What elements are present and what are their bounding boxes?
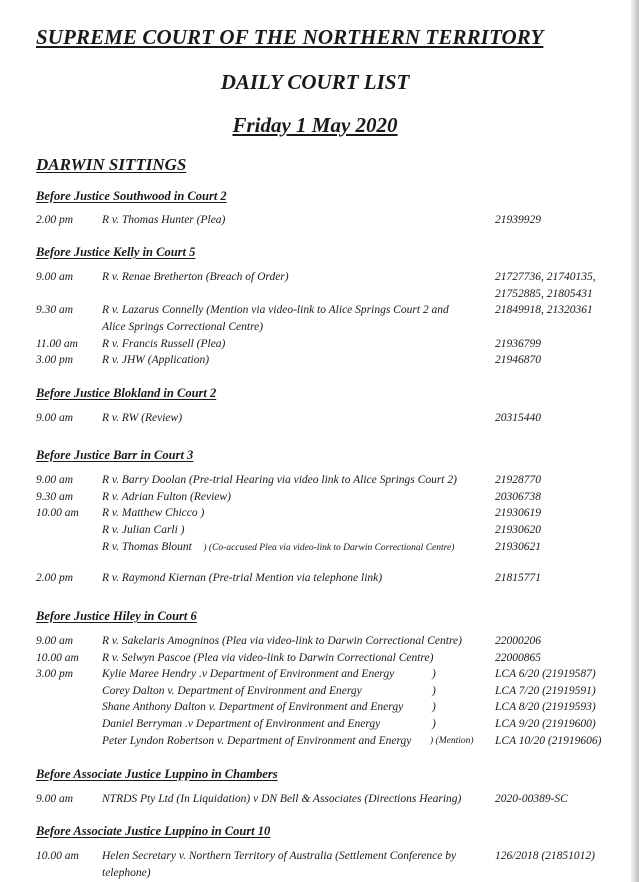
case-title: Corey Dalton v. Department of Environment and Energy [102,685,362,697]
case-time: 9.00 am [36,793,74,805]
case-number: 20315440 [495,412,541,424]
case-title: Shane Anthony Dalton v. Department of Environment and Energy [102,701,404,713]
case-number: 20306738 [495,491,541,503]
joint-bracket: ) [432,668,436,680]
joint-bracket: ) [432,685,436,697]
case-title [102,539,472,556]
case-time: 2.00 pm [36,214,74,226]
case-title: Helen Secretary v. Northern Territory of Australia (Settlement Conference by telephone) [102,850,457,879]
case-number: 21928770 [495,474,541,486]
case-time: 3.00 pm [36,354,74,366]
case-title-text: R v. Thomas Blount [102,541,192,553]
case-number: 126/2018 (21851012) [495,850,595,862]
case-title: R v. Julian Carli ) [102,524,185,536]
case-title: R v. RW (Review) [102,412,183,424]
case-number: LCA 9/20 (21919600) [495,718,596,730]
case-title: Kylie Maree Hendry .v Department of Environment and Energy [102,668,395,680]
case-number: LCA 7/20 (21919591) [495,685,596,697]
case-number: 22000206 [495,635,541,647]
case-number: 21849918, 21320361 [495,304,593,316]
case-title: R v. Barry Doolan (Pre-trial Hearing via video link to Alice Springs Court 2) [102,474,457,486]
case-time: 9.00 am [36,412,74,424]
case-time: 11.00 am [36,338,78,350]
case-time: 9.30 am [36,491,74,503]
case-time: 9.00 am [36,271,74,283]
case-title: Daniel Berryman .v Department of Environment and Energy [102,718,381,730]
case-number: 22000865 [495,652,541,664]
case-time: 10.00 am [36,850,79,862]
joint-bracket: ) [432,701,436,713]
case-title: R v. Thomas Hunter (Plea) [102,214,226,226]
case-time: 10.00 am [36,507,79,519]
case-title: R v. Lazarus Connelly (Mention via video-link to Alice Springs Court 2 and Alice Springs Correctional Centre) [102,304,449,333]
case-number: LCA 10/20 (21919606) [495,735,602,747]
section-heading-kelly: Before Justice Kelly in Court 5 [36,245,196,259]
case-number: 21930621 [495,541,541,553]
case-time: 9.30 am [36,304,74,316]
case-time: 3.00 pm [36,668,74,680]
case-title: Peter Lyndon Robertson v. Department of Environment and Energy [102,735,412,747]
list-date: Friday 1 May 2020 [232,113,398,137]
section-heading-luppino-chambers: Before Associate Justice Luppino in Chambers [36,767,278,781]
case-time: 10.00 am [36,652,79,664]
case-number: LCA 6/20 (21919587) [495,668,596,680]
case-number: 21939929 [495,214,541,226]
case-title: NTRDS Pty Ltd (In Liquidation) v DN Bell & Associates (Directions Hearing) [102,793,462,805]
joint-bracket: ) [432,718,436,730]
case-number: 21727736, 21740135, 21752885, 21805431 [495,271,596,300]
case-time: 9.00 am [36,474,74,486]
case-number: 2020-00389-SC [495,793,568,805]
case-title: R v. Matthew Chicco ) [102,507,205,519]
case-title: R v. Renae Bretherton (Breach of Order) [102,271,289,283]
sittings-heading: DARWIN SITTINGS [36,155,187,174]
mention-note: ) (Mention) [430,736,474,746]
case-number: 21946870 [495,354,541,366]
case-title: R v. Sakelaris Amogninos (Plea via video-link to Darwin Correctional Centre) [102,635,462,647]
case-number: 21815771 [495,572,541,584]
case-title: R v. JHW (Application) [102,354,210,366]
section-heading-southwood: Before Justice Southwood in Court 2 [36,189,227,203]
case-time: 2.00 pm [36,572,74,584]
case-title: R v. Francis Russell (Plea) [102,338,226,350]
case-title: R v. Raymond Kiernan (Pre-trial Mention via telephone link) [102,572,383,584]
section-heading-barr: Before Justice Barr in Court 3 [36,448,194,462]
case-time: 9.00 am [36,635,74,647]
section-heading-hiley: Before Justice Hiley in Court 6 [36,609,197,623]
case-number: 21930619 [495,507,541,519]
case-note: ) (Co-accused Plea via video-link to Darwin Correctional Centre) [203,543,455,553]
list-title: DAILY COURT LIST [220,70,410,94]
case-title: R v. Selwyn Pascoe (Plea via video-link to Darwin Correctional Centre) [102,652,434,664]
case-number: LCA 8/20 (21919593) [495,701,596,713]
court-title: SUPREME COURT OF THE NORTHERN TERRITORY [36,25,544,49]
section-heading-blokland: Before Justice Blokland in Court 2 [36,386,217,400]
case-number: 21936799 [495,338,541,350]
page-edge-shadow [631,0,639,882]
case-number: 21930620 [495,524,541,536]
case-title: R v. Adrian Fulton (Review) [102,491,231,503]
section-heading-luppino-court-10: Before Associate Justice Luppino in Court 10 [36,824,271,838]
